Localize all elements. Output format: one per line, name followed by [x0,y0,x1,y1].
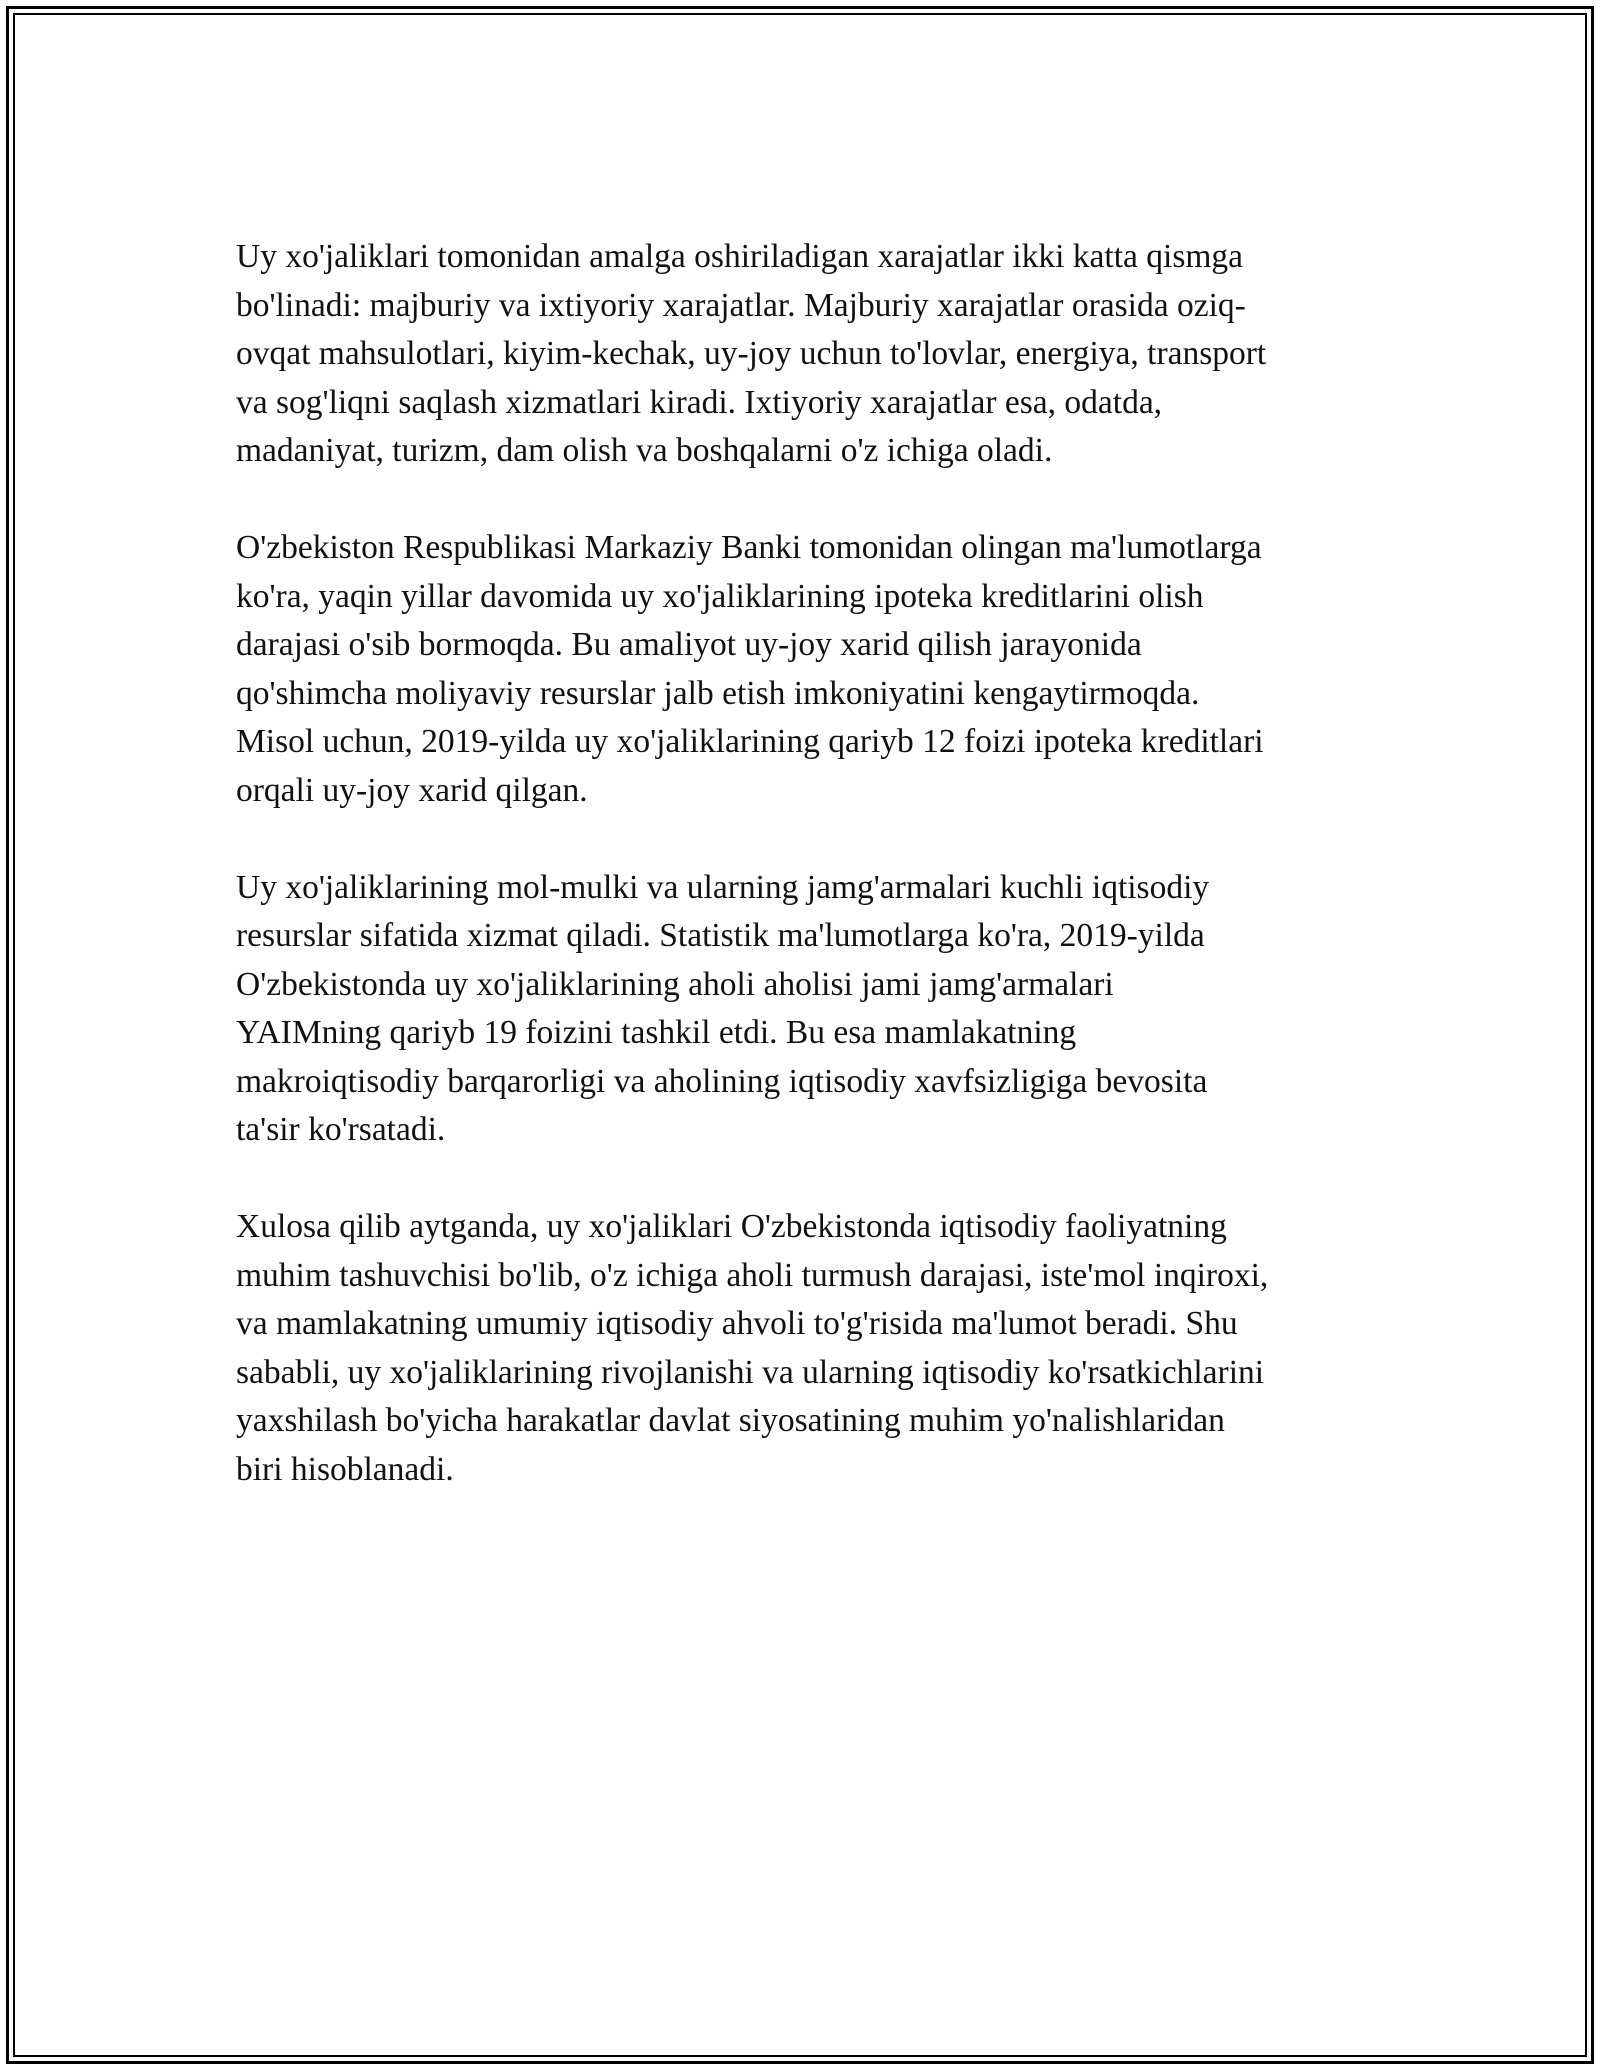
text-line: madaniyat, turizm, dam olish va boshqalarni o'z ichiga oladi. [236,432,1053,469]
text-line: orqali uy-joy xarid qilgan. [236,771,588,809]
text-line: yaxshilash bo'yicha harakatlar davlat siyosatining muhim yo'nalishlaridan [236,1402,1225,1439]
document-body [236,233,1386,1543]
text-line: resurslar sifatida xizmat qiladi. Statistik ma'lumotlarga ko'ra, 2019-yilda [236,917,1205,954]
text-line: YAIMning qariyb 19 foizini tashkil etdi. Bu esa mamlakatning [236,1014,1077,1051]
paragraph-mortgage-credits [236,524,1386,815]
text-line: Misol uchun, 2019-yilda uy xo'jaliklarining qariyb 12 foizi ipoteka kreditlari [236,723,1264,760]
text-line: ko'ra, yaqin yillar davomida uy xo'jaliklarining ipoteka kreditlarini olish [236,577,1204,615]
text-line: darajasi o'sib bormoqda. Bu amaliyot uy-joy xarid qilish jarayonida [236,626,1142,663]
text-line: biri hisoblanadi. [236,1450,454,1488]
paragraph-conclusion [236,1203,1386,1494]
text-line: ovqat mahsulotlari, kiyim-kechak, uy-joy uchun to'lovlar, energiya, transport [236,335,1267,372]
text-line: makroiqtisodiy barqarorligi va aholining iqtisodiy xavfsizligiga bevosita [236,1062,1208,1100]
text-line: ta'sir ko'rsatadi. [236,1111,446,1148]
paragraph-household-expenses [236,233,1386,476]
text-line: va mamlakatning umumiy iqtisodiy ahvoli to'g'risida ma'lumot beradi. Shu [236,1305,1238,1342]
text-line: va sog'liqni saqlash xizmatlari kiradi. Ixtiyoriy xarajatlar esa, odatda, [236,383,1163,421]
text-line: Xulosa qilib aytganda, uy xo'jaliklari O'zbekistonda iqtisodiy faoliyatning [236,1208,1227,1245]
text-line: Uy xo'jaliklarining mol-mulki va ularning jamg'armalari kuchli iqtisodiy [236,868,1210,906]
text-line: muhim tashuvchisi bo'lib, o'z ichiga aholi turmush darajasi, iste'mol inqiroxi, [236,1256,1269,1294]
text-line: sababli, uy xo'jaliklarining rivojlanishi va ularning iqtisodiy ko'rsatkichlarini [236,1353,1265,1391]
text-line: bo'linadi: majburiy va ixtiyoriy xarajatlar. Majburiy xarajatlar orasida oziq- [236,286,1246,324]
text-line: Uy xo'jaliklari tomonidan amalga oshiriladigan xarajatlar ikki katta qismga [236,238,1244,275]
text-line: O'zbekistonda uy xo'jaliklarining aholi aholisi jami jamg'armalari [236,965,1114,1003]
paragraph-household-savings [236,864,1386,1155]
text-line: qo'shimcha moliyaviy resurslar jalb etish imkoniyatini kengaytirmoqda. [236,674,1200,712]
text-line: O'zbekiston Respublikasi Markaziy Banki tomonidan olingan ma'lumotlarga [236,529,1262,566]
